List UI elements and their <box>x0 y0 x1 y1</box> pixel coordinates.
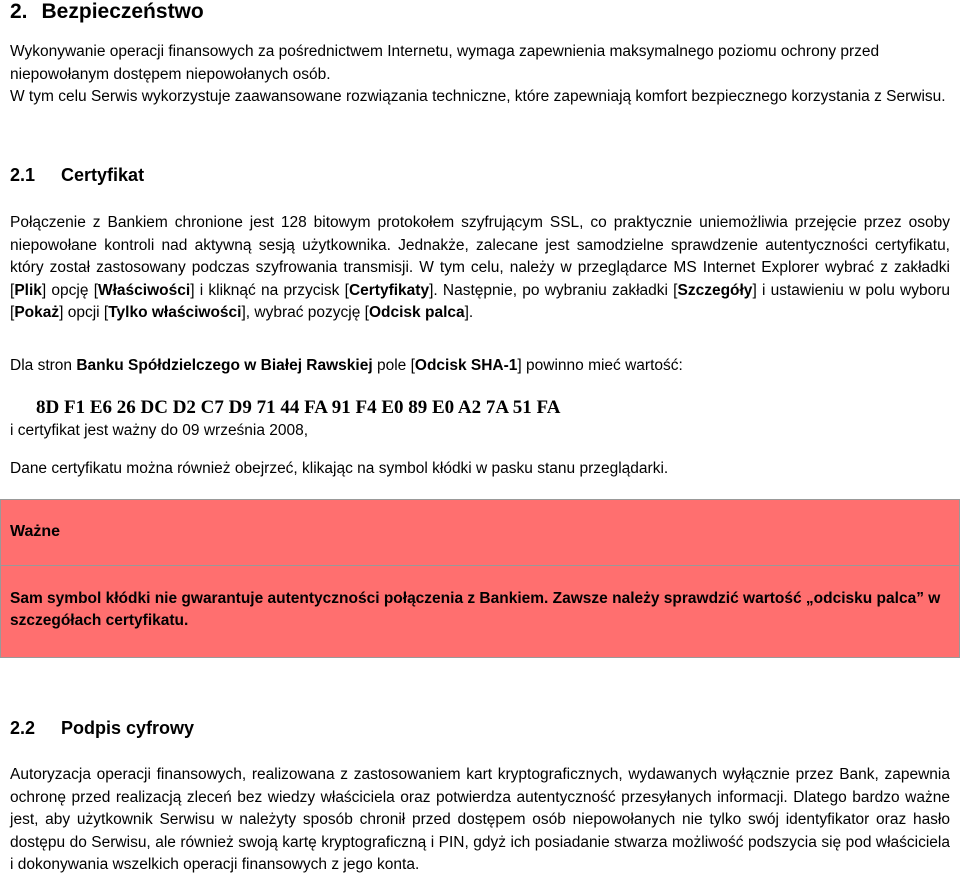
warning-text: Sam symbol kłódki nie gwarantuje autentyczności połączenia z Bankiem. Zawsze należy sprawdzić wartość „odcisku palca” w szczegółach certyfikatu. <box>10 590 941 629</box>
menu-wlasciwosci: Właściwości <box>98 281 191 299</box>
warning-box <box>0 499 960 658</box>
cert-paragraph <box>10 212 950 325</box>
field-pokaz: Pokaż <box>14 304 60 321</box>
warning-divider <box>0 565 960 566</box>
lock-info-text: Dane certyfikatu można również obejrzeć, klikając na symbol kłódki w pasku stanu przeglądarki. <box>10 460 669 477</box>
cert-text-7: ], wybrać pozycję [ <box>241 304 369 321</box>
section-title: Bezpieczeństwo <box>41 0 204 23</box>
cert-title: Certyfikat <box>61 165 145 185</box>
cert-text-6: ] opcji [ <box>59 304 109 321</box>
tab-szczegoly: Szczegóły <box>677 281 753 299</box>
section-number: 2. <box>10 0 28 23</box>
cert-text-3: ] i kliknąć na przycisk [ <box>190 281 349 299</box>
sha1-fingerprint: 8D F1 E6 26 DC D2 C7 D9 71 44 FA 91 F4 E0 89 E0 A2 7A 51 FA <box>36 397 561 418</box>
signature-paragraph: Autoryzacja operacji finansowych, realizowana z zastosowaniem kart kryptograficznych, wydawanych wyłącznie przez Bank, zapewnia ochronę przed realizacją zleceń bez wiedzy właściciela oraz potwierdza autentyczność przesyłanych informacji. Dlatego bardzo ważne jest, aby użytkownik Serwisu w należyty sposób chronił przed dostępem osób niepowołanych nie tylko swój identyfikator oraz hasło dostępu do Serwisu, ale również swoją kartę kryptograficzną i PIN, gdyż ich posiadanie stwarza możliwość podszycia się pod właściciela i dokonywania wszelkich operacji finansowych z jego konta. <box>10 766 950 873</box>
bank-text-3: ] powinno mieć wartość: <box>517 357 683 374</box>
field-sha1: Odcisk SHA-1 <box>414 357 518 374</box>
cert-text-2: ] opcję [ <box>41 281 98 299</box>
signature-heading <box>10 718 950 739</box>
intro-paragraph-2: W tym celu Serwis wykorzystuje zaawansowane rozwiązania techniczne, które zapewniają komfort bezpiecznego korzystania z Serwisu. <box>10 88 946 105</box>
option-tylko-wlasciwosci: Tylko właściwości <box>108 304 242 321</box>
bank-paragraph <box>10 355 950 378</box>
menu-plik: Plik <box>14 281 42 299</box>
cert-text-8: ]. <box>464 304 474 321</box>
bank-name: Banku Spółdzielczego w Białej Rawskiej <box>76 357 373 374</box>
cert-text-5: ] i ustawieniu w polu wyboru [ <box>10 281 950 321</box>
cert-text-4: ]. Następnie, po wybraniu zakładki [ <box>429 281 678 299</box>
bank-text-1: Dla stron <box>10 357 77 374</box>
item-odcisk-palca: Odcisk palca <box>368 304 465 321</box>
bank-text-2: pole [ <box>372 357 415 374</box>
section-heading <box>10 0 950 24</box>
cert-text-1: Połączenie z Bankiem chronione jest 128 bitowym protokołem szyfrującym SSL, co praktycznie uniemożliwia przejęcie przez osoby niepowołane kontroli nad aktywną sesją użytkownika. Jednakże, zalecane jest samodzielne sprawdzenie autentyczności certyfikatu, który został zastosowany podczas szyfrowania transmisji. W tym celu, należy w przeglądarce MS Internet Explorer wybrać z zakładki [ <box>10 214 950 299</box>
cert-heading <box>10 165 950 186</box>
button-certyfikaty: Certyfikaty <box>348 281 430 299</box>
cert-number: 2.1 <box>10 165 36 185</box>
signature-number: 2.2 <box>10 718 36 738</box>
validity-text: i certyfikat jest ważny do 09 września 2008, <box>10 422 309 439</box>
warning-label: Ważne <box>10 523 61 540</box>
intro-paragraph-1: Wykonywanie operacji finansowych za pośrednictwem Internetu, wymaga zapewnienia maksymalnego poziomu ochrony przed niepowołanym dostępem niepowołanych osób. <box>10 43 880 83</box>
signature-title: Podpis cyfrowy <box>61 718 195 738</box>
